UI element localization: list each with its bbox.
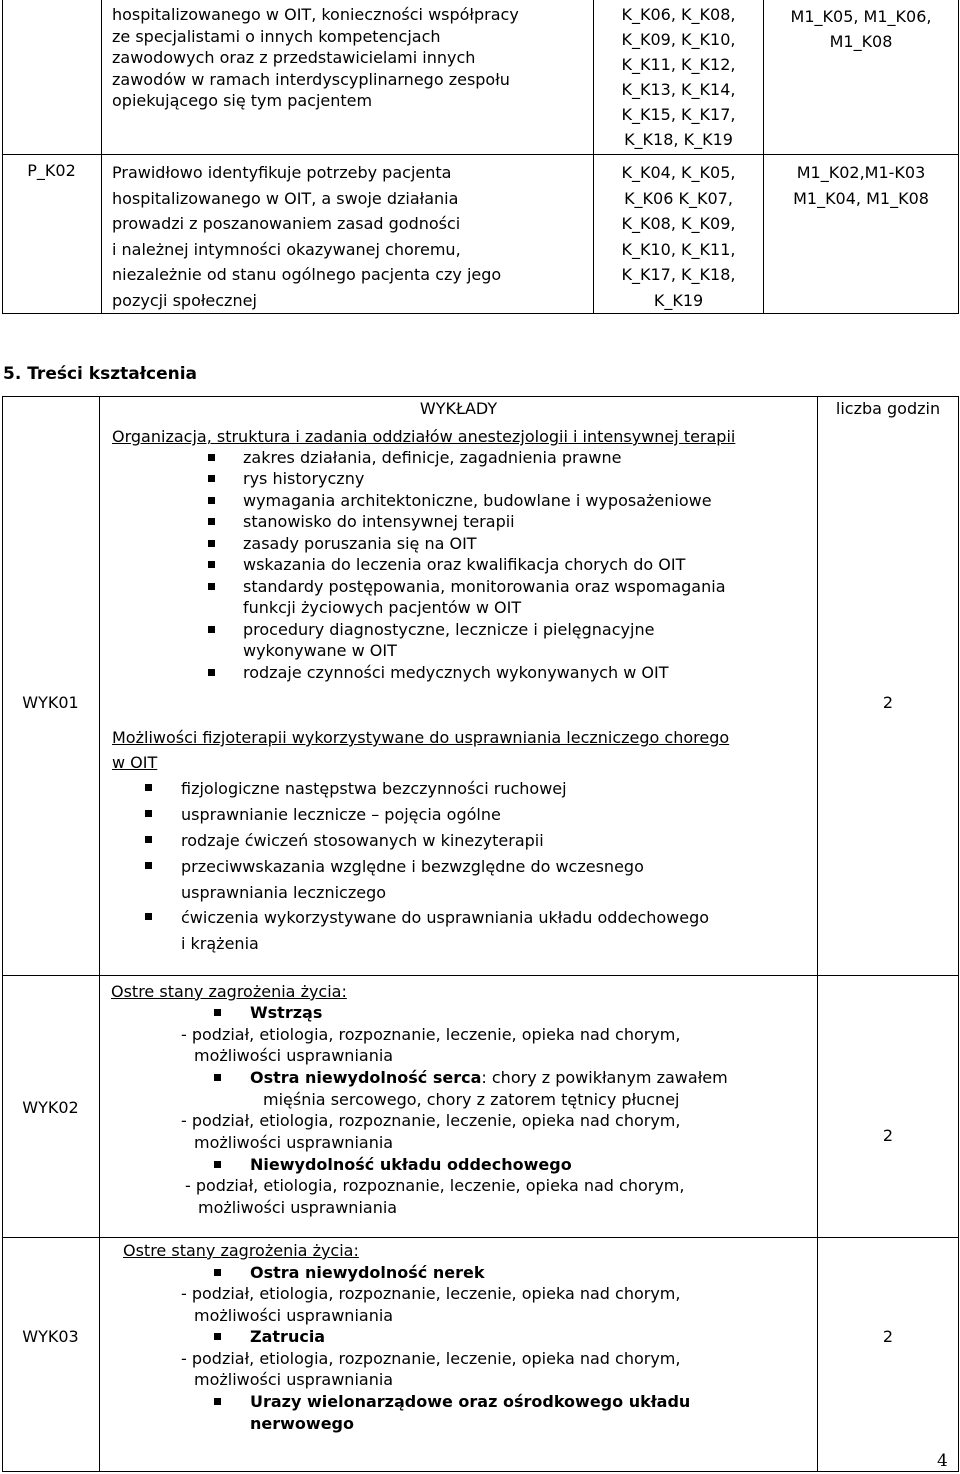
- wyk03-code: WYK03: [22, 1327, 79, 1346]
- bullet-icon: [214, 1074, 221, 1081]
- bullet-icon: [208, 518, 215, 525]
- bullet-icon: [208, 561, 215, 568]
- bullet-icon: [208, 454, 215, 461]
- wyk03-hours: 2: [882, 1327, 894, 1346]
- row2-description: Prawidłowo identyfikuje potrzeby pacjenta hospitalizowanego w OIT, a swoje działania prowadzi z poszanowaniem zasad godności i należnej intymności okazywanej choremu, niezależnie od stanu ogólnego pacjenta czy jego pozycji społecznej: [112, 163, 502, 310]
- wyk02-item-heart-cont: mięśnia sercowego, chory z zatorem tętnicy płucnej: [263, 1090, 680, 1109]
- row2-code: P_K02: [27, 161, 76, 180]
- bullet-icon: [208, 497, 215, 504]
- wyk01-hours: 2: [882, 693, 894, 712]
- list-item-continuation: wykonywane w OIT: [243, 641, 397, 660]
- row1-m-codes: M1_K05, M1_K06, M1_K08: [790, 7, 932, 51]
- wyk03-item-trauma: Urazy wielonarządowe oraz ośrodkowego układu: [250, 1392, 691, 1411]
- wyk01-code: WYK01: [22, 693, 79, 712]
- wyk03-item-desc-cont: możliwości usprawniania: [194, 1306, 394, 1325]
- list-item-continuation: usprawniania leczniczego: [181, 883, 387, 902]
- list-item: zakres działania, definicje, zagadnienia prawne: [243, 448, 622, 467]
- list-item: zasady poruszania się na OIT: [243, 534, 477, 553]
- bullet-icon: [214, 1161, 221, 1168]
- page-number: 4: [937, 1451, 948, 1471]
- wyk03-item-desc-cont: możliwości usprawniania: [194, 1370, 394, 1389]
- list-item: wskazania do leczenia oraz kwalifikacja chorych do OIT: [243, 555, 686, 574]
- wyk03-item-poisoning: Zatrucia: [250, 1327, 326, 1346]
- list-item: wymagania architektoniczne, budowlane i wyposażeniowe: [243, 491, 712, 510]
- row1-k-codes: K_K06, K_K08, K_K09, K_K10, K_K11, K_K12, K_K13, K_K14, K_K15, K_K17, K_K18, K_K19: [621, 5, 736, 149]
- wyk01-topic2-title-line1: Możliwości fizjoterapii wykorzystywane do usprawniania leczniczego chorego: [112, 728, 730, 747]
- wyk02-item-heart-bold: Ostra niewydolność serca: [250, 1068, 482, 1087]
- wyk02-item-desc: - podział, etiologia, rozpoznanie, leczenie, opieka nad chorym,: [185, 1176, 685, 1195]
- bullet-icon: [214, 1398, 221, 1405]
- list-item: usprawnianie lecznicze – pojęcia ogólne: [181, 805, 501, 824]
- bullet-icon: [145, 810, 152, 817]
- wyk02-item-shock: Wstrząs: [250, 1003, 323, 1022]
- bullet-icon: [145, 913, 152, 920]
- bullet-icon: [145, 784, 152, 791]
- bullet-icon: [208, 583, 215, 590]
- list-item-continuation: funkcji życiowych pacjentów w OIT: [243, 598, 522, 617]
- wyk02-item-desc-cont: możliwości usprawniania: [194, 1046, 394, 1065]
- section-heading: 5. Treści kształcenia: [3, 364, 198, 384]
- wyk02-code: WYK02: [22, 1098, 79, 1117]
- list-item: rodzaje ćwiczeń stosowanych w kinezyterapii: [181, 831, 544, 850]
- wyk02-item-desc-cont: możliwości usprawniania: [198, 1198, 398, 1217]
- wyk02-item-heart-rest: : chory z powikłanym zawałem: [481, 1068, 728, 1087]
- bullet-icon: [208, 626, 215, 633]
- list-item: standardy postępowania, monitorowania oraz wspomagania: [243, 577, 726, 596]
- wyk02-title: Ostre stany zagrożenia życia:: [111, 982, 347, 1001]
- row1-description: hospitalizowanego w OIT, konieczności współpracy ze specjalistami o innych kompetencjach zawodowych oraz z przedstawicielami innych zawodów w ramach interdyscyplinarnego zespołu opiekującego się tym pacjentem: [112, 5, 519, 110]
- list-item-continuation: i krążenia: [181, 934, 259, 953]
- wyk01-topic1-title: Organizacja, struktura i zadania oddziałów anestezjologii i intensywnej terapii: [112, 427, 736, 446]
- wyk03-item-trauma-cont: nerwowego: [250, 1414, 354, 1433]
- list-item: procedury diagnostyczne, lecznicze i pielęgnacyjne: [243, 620, 655, 639]
- wyk03-item-desc: - podział, etiologia, rozpoznanie, leczenie, opieka nad chorym,: [181, 1349, 681, 1368]
- bullet-icon: [214, 1009, 221, 1016]
- hours-header: liczba godzin: [835, 399, 941, 418]
- lectures-header: WYKŁADY: [419, 399, 498, 418]
- row2-m-codes: M1_K02,M1-K03 M1_K04, M1_K08: [793, 163, 929, 208]
- wyk02-item-respiratory: Niewydolność układu oddechowego: [250, 1155, 572, 1174]
- bullet-icon: [208, 475, 215, 482]
- list-item: stanowisko do intensywnej terapii: [243, 512, 515, 531]
- wyk01-topic2-title-line2: w OIT: [112, 753, 158, 772]
- bullet-icon: [145, 836, 152, 843]
- wyk02-item-desc: - podział, etiologia, rozpoznanie, leczenie, opieka nad chorym,: [181, 1025, 681, 1044]
- wyk03-item-kidney: Ostra niewydolność nerek: [250, 1263, 485, 1282]
- list-item: ćwiczenia wykorzystywane do usprawniania układu oddechowego: [181, 908, 710, 927]
- list-item: przeciwwskazania względne i bezwzględne do wczesnego: [181, 857, 644, 876]
- wyk03-title: Ostre stany zagrożenia życia:: [123, 1241, 359, 1260]
- bullet-icon: [214, 1269, 221, 1276]
- wyk02-item-heart: [250, 1067, 728, 1089]
- row2-k-codes: K_K04, K_K05, K_K06 K_K07, K_K08, K_K09, K_K10, K_K11, K_K17, K_K18, K_K19: [621, 163, 736, 310]
- bullet-icon: [208, 540, 215, 547]
- list-item: rodzaje czynności medycznych wykonywanych w OIT: [243, 663, 669, 682]
- wyk03-item-desc: - podział, etiologia, rozpoznanie, leczenie, opieka nad chorym,: [181, 1284, 681, 1303]
- list-item: rys historyczny: [243, 469, 365, 488]
- bullet-icon: [145, 862, 152, 869]
- wyk02-hours: 2: [882, 1126, 894, 1145]
- bullet-icon: [214, 1333, 221, 1340]
- wyk02-item-desc-cont: możliwości usprawniania: [194, 1133, 394, 1152]
- bullet-icon: [208, 669, 215, 676]
- list-item: fizjologiczne następstwa bezczynności ruchowej: [181, 779, 567, 798]
- wyk02-item-desc: - podział, etiologia, rozpoznanie, leczenie, opieka nad chorym,: [181, 1111, 681, 1130]
